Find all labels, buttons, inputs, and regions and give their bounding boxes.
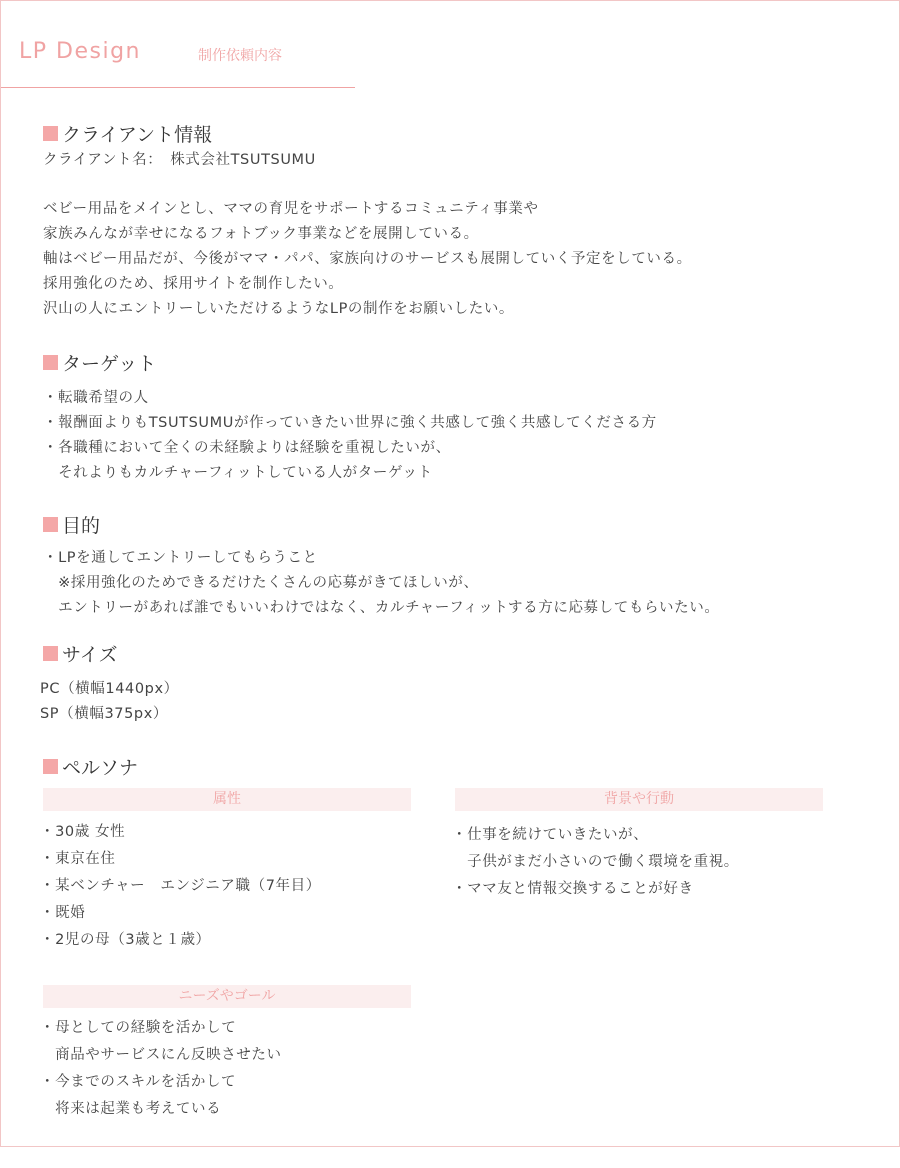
- background-band: 背景や行動: [455, 788, 823, 811]
- target-heading-label: ターゲット: [62, 353, 157, 375]
- client-heading-label: クライアント情報: [62, 124, 213, 146]
- attribute-line: ・30歳 女性: [40, 824, 126, 840]
- attribute-line: ・2児の母（3歳と１歳）: [40, 932, 211, 948]
- client-heading: [43, 120, 212, 147]
- needs-line: ・今までのスキルを活かして: [40, 1074, 237, 1090]
- attribute-line: ・某ベンチャー エンジニア職（7年目）: [40, 878, 321, 894]
- square-icon: [43, 646, 58, 661]
- purpose-line: ※採用強化のためできるだけたくさんの応募がきてほしいが、: [43, 575, 479, 591]
- size-line: SP（横幅375px）: [40, 706, 169, 722]
- purpose-heading-label: 目的: [62, 515, 101, 537]
- attribute-line: ・東京在住: [40, 851, 116, 867]
- purpose-heading: [43, 511, 100, 538]
- client-desc-line: 家族みんなが幸せになるフォトブック事業などを展開している。: [43, 226, 479, 242]
- background-line: ・仕事を続けていきたいが、: [452, 827, 649, 843]
- square-icon: [43, 126, 58, 141]
- purpose-line: ・LPを通してエントリーしてもらうこと: [43, 550, 318, 566]
- target-line: ・報酬面よりもTSUTSUMUが作っていきたい世界に強く共感して強く共感してくださる方: [43, 415, 657, 431]
- persona-heading-label: ペルソナ: [62, 757, 139, 779]
- needs-line: ・母としての経験を活かして: [40, 1020, 237, 1036]
- size-heading: [43, 640, 117, 667]
- target-line: ・転職希望の人: [43, 390, 149, 406]
- client-desc-line: 沢山の人にエントリーしいただけるようなLPの制作をお願いしたい。: [43, 301, 515, 317]
- purpose-line: エントリーがあれば誰でもいいわけではなく、カルチャーフィットする方に応募してもらいたい。: [43, 600, 720, 616]
- client-desc-line: ベビー用品をメインとし、ママの育児をサポートするコミュニティ事業や: [43, 201, 539, 217]
- attribute-line: ・既婚: [40, 905, 86, 921]
- needs-line: 将来は起業も考えている: [40, 1101, 222, 1117]
- attributes-band: 属性: [43, 788, 411, 811]
- square-icon: [43, 355, 58, 370]
- persona-heading: [43, 753, 138, 780]
- target-heading: [43, 349, 156, 376]
- logo: LP Design: [19, 39, 141, 64]
- target-line: それよりもカルチャーフィットしている人がターゲット: [43, 465, 433, 481]
- header-divider: [1, 87, 355, 88]
- size-line: PC（横幅1440px）: [40, 681, 179, 697]
- page-subtitle: 制作依頼内容: [198, 48, 282, 64]
- size-heading-label: サイズ: [62, 644, 118, 666]
- target-line: ・各職種において全くの未経験よりは経験を重視したいが、: [43, 440, 451, 456]
- client-name: クライアント名： 株式会社TSUTSUMU: [43, 152, 316, 168]
- square-icon: [43, 759, 58, 774]
- background-line: 子供がまだ小さいので働く環境を重視。: [452, 854, 739, 870]
- background-line: ・ママ友と情報交換することが好き: [452, 881, 694, 897]
- client-desc-line: 軸はベビー用品だが、今後がママ・パパ、家族向けのサービスも展開していく予定をしている。: [43, 251, 692, 267]
- client-desc-line: 採用強化のため、採用サイトを制作したい。: [43, 276, 344, 292]
- needs-band: ニーズやゴール: [43, 985, 411, 1008]
- needs-line: 商品やサービスにん反映させたい: [40, 1047, 282, 1063]
- square-icon: [43, 517, 58, 532]
